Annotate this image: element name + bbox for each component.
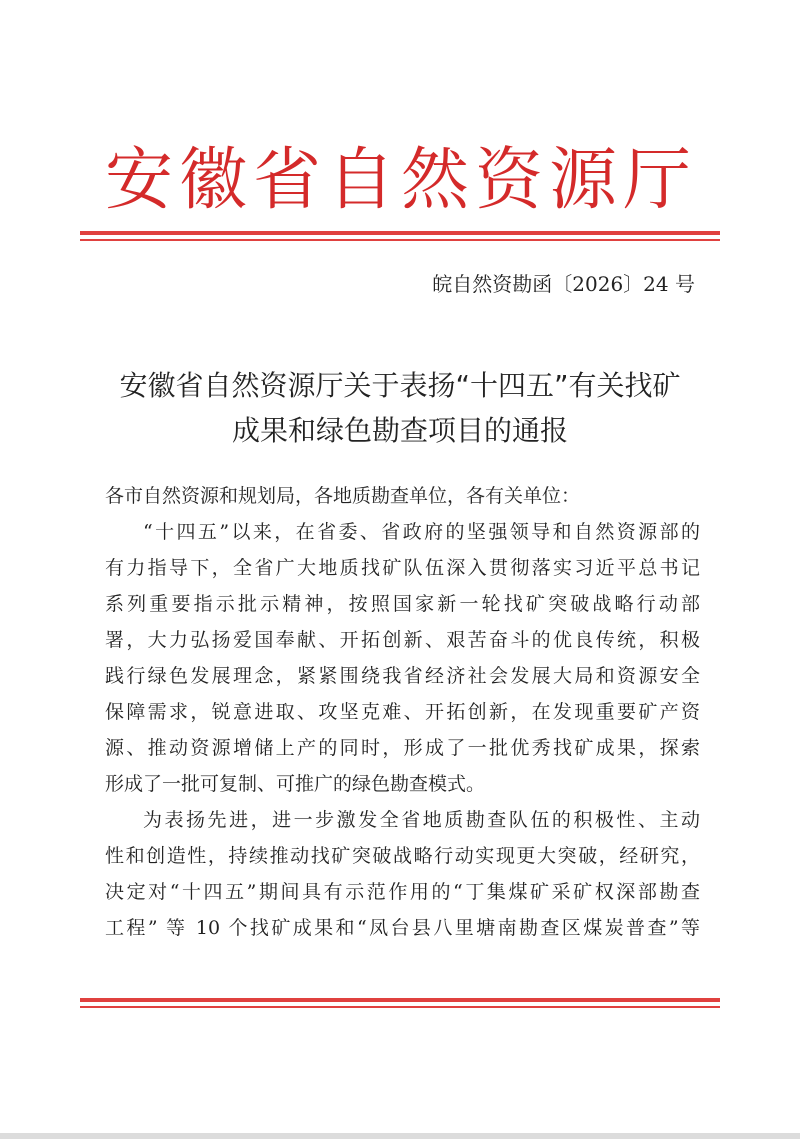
title-line-1: 安徽省自然资源厅关于表扬“十四五”有关找矿: [119, 369, 681, 402]
paragraph-line: 系列重要指示批示精神，按照国家新一轮找矿突破战略行动部: [105, 593, 700, 615]
paragraph-2: [105, 802, 700, 946]
paragraph-line: “十四五”以来，在省委、省政府的坚强领导和自然资源部的: [143, 521, 700, 543]
footer-red-rule-thick: [80, 998, 720, 1002]
paragraph-line: 工程” 等 10 个找矿成果和“凤台县八里塘南勘查区煤炭普查”等: [105, 917, 700, 939]
footer-red-rule-thin: [80, 1006, 720, 1008]
paragraph-line: 为表扬先进，进一步激发全省地质勘查队伍的积极性、主动: [143, 809, 700, 831]
page-bottom-edge: [0, 1133, 800, 1139]
paragraph-line: 署，大力弘扬爱国奉献、开拓创新、艰苦奋斗的优良传统，积极: [105, 629, 700, 651]
paragraph-line: 践行绿色发展理念，紧紧围绕我省经济社会发展大局和资源安全: [105, 665, 700, 687]
paragraph-line: 保障需求，锐意进取、攻坚克难、开拓创新，在发现重要矿产资: [105, 701, 700, 723]
paragraph-line: 决定对“十四五”期间具有示范作用的“丁集煤矿采矿权深部勘查: [105, 881, 700, 903]
paragraph-line: 有力指导下，全省广大地质找矿队伍深入贯彻落实习近平总书记: [105, 557, 700, 579]
header-red-rule-thick: [80, 231, 720, 235]
document-body: [105, 478, 700, 946]
paragraph-1: [105, 514, 700, 802]
salutation: 各市自然资源和规划局，各地质勘查单位，各有关单位：: [105, 485, 581, 507]
document-number: 皖自然资勘函〔2026〕24 号: [432, 272, 695, 296]
document-title: [100, 363, 700, 453]
paragraph-line: 形成了一批可复制、可推广的绿色勘查模式。: [105, 773, 486, 795]
paragraph-line: 源、推动资源增储上产的同时，形成了一批优秀找矿成果，探索: [105, 737, 700, 759]
masthead-title: 安徽省自然资源厅: [105, 141, 698, 220]
title-line-2: 成果和绿色勘查项目的通报: [231, 414, 568, 447]
paragraph-line: 性和创造性，持续推动找矿突破战略行动实现更大突破，经研究，: [105, 845, 700, 867]
header-red-rule-thin: [80, 239, 720, 241]
